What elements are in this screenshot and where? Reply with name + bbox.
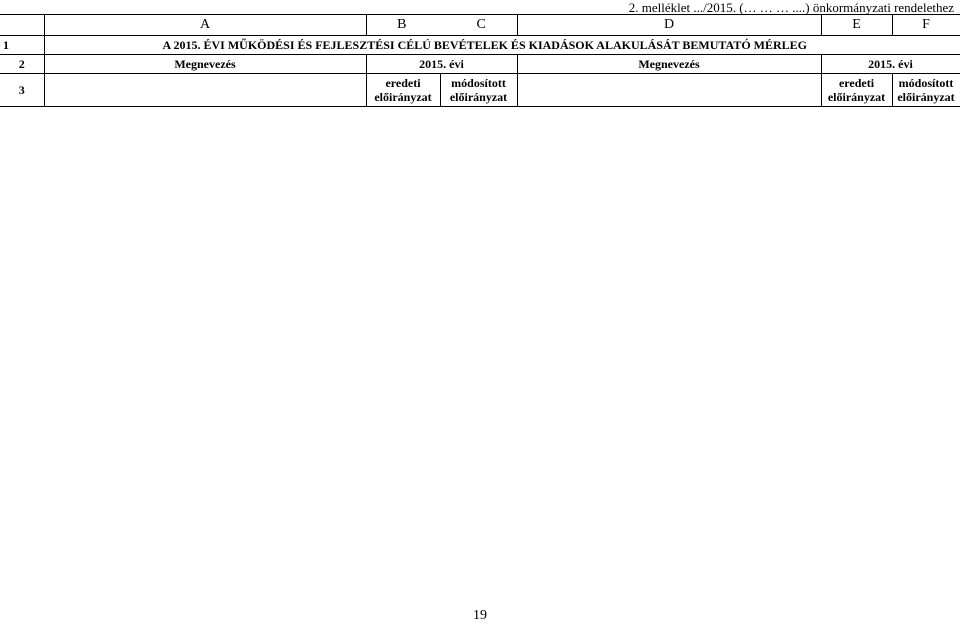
header-note: 2. melléklet .../2015. (… … … ....) önkormányzati rendelethez xyxy=(628,0,954,15)
header-modositott-right: módosított előirányzat xyxy=(892,74,960,107)
title-row: 1 A 2015. ÉVI MŰKÖDÉSI ÉS FEJLESZTÉSI CÉLÚ BEVÉTELEK ÉS KIADÁSOK ALAKULÁSÁT BEMUTATÓ MÉRLEG xyxy=(0,36,960,55)
header-modositott-left: módosított előirányzat xyxy=(440,74,517,107)
header-eredeti-right: eredeti előirányzat xyxy=(821,74,892,107)
header-row-3: 3 eredeti előirányzat módosított előirányzat eredeti előirányzat módosított előirányzat xyxy=(0,74,960,107)
col-letter-e: E xyxy=(821,15,892,36)
header-year-right: 2015. évi xyxy=(821,55,960,74)
col-letter-d: D xyxy=(517,15,821,36)
col-letter-b-c: B C xyxy=(366,15,517,36)
header-megnevezes-left: Megnevezés xyxy=(44,55,366,74)
header-year-left: 2015. évi xyxy=(366,55,517,74)
col-letter-a: A xyxy=(44,15,366,36)
header-megnevezes-right: Megnevezés xyxy=(517,55,821,74)
column-letter-row xyxy=(0,15,960,36)
table-title: A 2015. ÉVI MŰKÖDÉSI ÉS FEJLESZTÉSI CÉLÚ BEVÉTELEK ÉS KIADÁSOK ALAKULÁSÁT BEMUTATÓ MÉRLEG xyxy=(44,36,960,55)
header-row-2: 2 Megnevezés 2015. évi Megnevezés 2015. évi xyxy=(0,55,960,74)
col-letter-f: F xyxy=(892,15,960,36)
page-number: 19 xyxy=(473,608,487,623)
balance-table xyxy=(0,14,960,107)
header-eredeti-left: eredeti előirányzat xyxy=(366,74,440,107)
